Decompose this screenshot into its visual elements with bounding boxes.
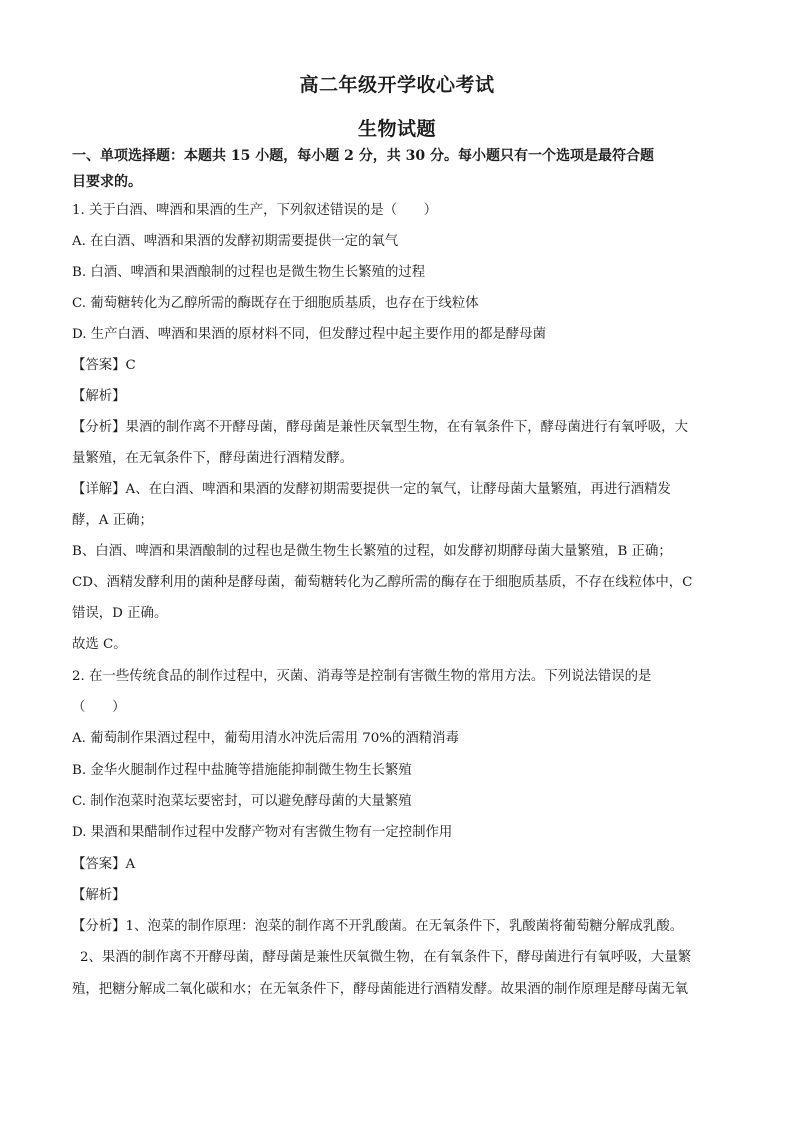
q1-option-b: B. 白酒、啤酒和果酒酿制的过程也是微生物生长繁殖的过程 — [72, 265, 426, 280]
q2-analysis-line-1: 【分析】1、泡菜的制作原理：泡菜的制作离不开乳酸菌。在无氧条件下，乳酸菌将葡萄糖分解成乳酸。 — [72, 919, 684, 934]
q2-option-c: C. 制作泡菜时泡菜坛要密封，可以避免酵母菌的大量繁殖 — [72, 794, 412, 809]
q1-detail-line-5: 错误，D 正确。 — [72, 606, 168, 621]
q1-analysis-label: 【解析】 — [72, 389, 126, 404]
q2-analysis-line-3: 殖，把糖分解成二氧化碳和水；在无氧条件下，酵母菌能进行酒精发酵。故果酒的制作原理是酵母菌无氧 — [72, 982, 688, 997]
q1-option-c: C. 葡萄糖转化为乙醇所需的酶既存在于细胞质基质，也存在于线粒体 — [72, 296, 479, 311]
q1-answer: 【答案】C — [72, 358, 136, 373]
q1-stem: 1. 关于白酒、啤酒和果酒的生产，下列叙述错误的是（ ） — [72, 203, 438, 218]
q2-analysis-label: 【解析】 — [72, 888, 126, 903]
q1-detail-line-2: 酵，A 正确； — [72, 513, 153, 528]
q2-option-a: A. 葡萄制作果酒过程中，葡萄用清水冲洗后需用 70%的酒精消毒 — [72, 731, 459, 746]
q2-answer: 【答案】A — [72, 857, 136, 872]
q2-analysis-line-2: 2、果酒的制作离不开酵母菌，酵母菌是兼性厌氧微生物，在有氧条件下，酵母菌进行有氧呼吸，大量繁 — [80, 950, 692, 965]
section-heading-line-2: 目要求的。 — [72, 174, 142, 190]
q1-conclusion: 故选 C。 — [72, 637, 127, 652]
q1-analysis-line-1: 【分析】果酒的制作离不开酵母菌，酵母菌是兼性厌氧型生物，在有氧条件下，酵母菌进行有氧呼吸，大 — [72, 420, 688, 435]
q1-option-d: D. 生产白酒、啤酒和果酒的原材料不同，但发酵过程中起主要作用的都是酵母菌 — [72, 327, 547, 342]
page-title: 高二年级开学收心考试 — [299, 74, 495, 96]
q1-analysis-line-2: 量繁殖，在无氧条件下，酵母菌进行酒精发酵。 — [72, 451, 354, 466]
q2-stem-line-1: 2. 在一些传统食品的制作过程中，灭菌、消毒等是控制有害微生物的常用方法。下列说法错误的是 — [72, 669, 652, 684]
q2-option-d: D. 果酒和果醋制作过程中发酵产物对有害微生物有一定控制作用 — [72, 825, 453, 840]
section-heading-line-1: 一、单项选择题：本题共 15 小题，每小题 2 分，共 30 分。每小题只有一个选项是最符合题 — [72, 148, 654, 164]
q1-detail-line-1: 【详解】A、在白酒、啤酒和果酒的发酵初期需要提供一定的氧气，让酵母菌大量繁殖，再进行酒精发 — [72, 482, 671, 497]
q1-detail-line-3: B、白酒、啤酒和果酒酿制的过程也是微生物生长繁殖的过程，如发酵初期酵母菌大量繁殖，B 正确； — [72, 544, 672, 559]
q1-option-a: A. 在白酒、啤酒和果酒的发酵初期需要提供一定的氧气 — [72, 234, 399, 249]
q2-stem-line-2: （ ） — [72, 700, 126, 715]
q2-option-b: B. 金华火腿制作过程中盐腌等措施能抑制微生物生长繁殖 — [72, 763, 412, 778]
q1-detail-line-4: CD、酒精发酵利用的菌种是酵母菌，葡萄糖转化为乙醇所需的酶存在于细胞质基质，不存在线粒体中，C — [72, 575, 693, 590]
page-subtitle: 生物试题 — [357, 118, 436, 140]
